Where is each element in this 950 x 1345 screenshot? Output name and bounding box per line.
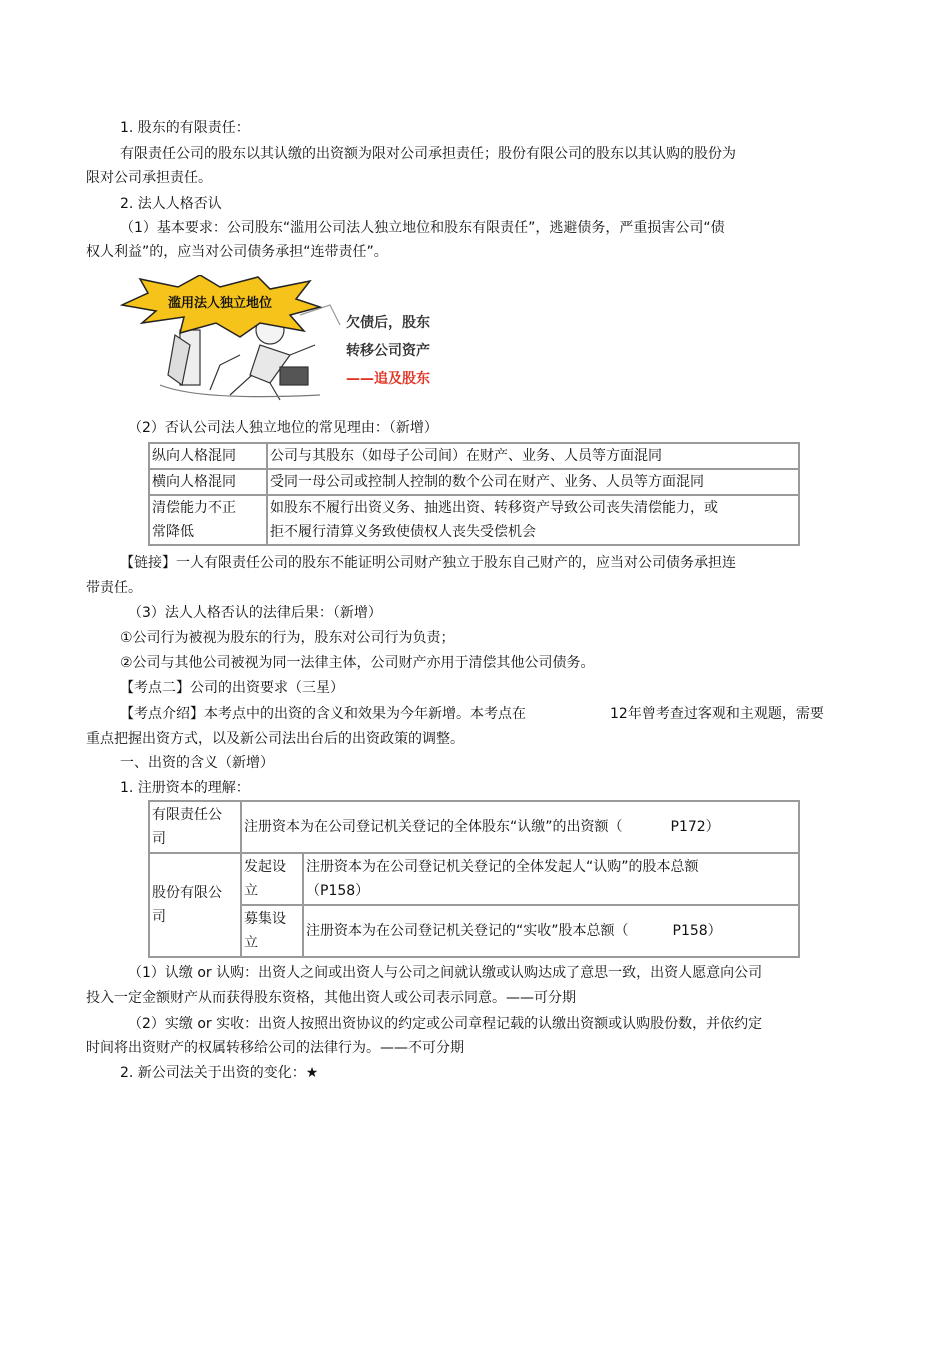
- paragraph-line: （2）实缴 or 实收：出资人按照出资协议的约定或公司章程记载的认缴出资额或认购股份数，并依约定: [128, 1016, 763, 1032]
- cell-line: 司: [152, 831, 166, 847]
- table-cell: [303, 853, 799, 905]
- page-ref: P172）: [670, 819, 720, 835]
- heading-exam-point-2: 【考点二】公司的出资要求（三星）: [120, 680, 344, 696]
- table-row: [149, 905, 799, 957]
- reasons-table: [148, 442, 800, 546]
- heading-meaning-of-capital: 一、出资的含义（新增）: [120, 755, 274, 771]
- cell-line: 注册资本为在公司登记机关登记的全体发起人“认购”的股本总额: [306, 859, 699, 875]
- paragraph-line: 限对公司承担责任。: [86, 170, 212, 186]
- cell-line: 常降低: [152, 524, 194, 540]
- paragraph-line: （1）基本要求：公司股东“滥用公司法人独立地位和股东有限责任”，逃避债务，严重损害公司“债: [120, 220, 725, 236]
- cell-line: 有限责任公: [152, 807, 222, 823]
- cell-text: 注册资本为在公司登记机关登记的“实收”股本总额（: [306, 923, 629, 939]
- heading-legal-consequences: （3）法人人格否认的法律后果：（新增）: [128, 605, 382, 621]
- cell-line: 股份有限公: [152, 885, 222, 901]
- paragraph-line: 时间将出资财产的权属转移给公司的法律行为。——不可分期: [86, 1040, 464, 1056]
- heading-common-reasons: （2）否认公司法人独立地位的常见理由：（新增）: [128, 420, 438, 436]
- table-cell: 纵向人格混同: [149, 443, 267, 469]
- cell-line: （P158）: [306, 883, 370, 899]
- cell-line: 司: [152, 909, 166, 925]
- link-note: 【链接】一人有限责任公司的股东不能证明公司财产独立于股东自己财产的，应当对公司债务承担连: [120, 555, 736, 571]
- heading-registered-capital: 1. 注册资本的理解：: [120, 780, 250, 796]
- registered-capital-table: [148, 800, 800, 958]
- cell-line: 立: [244, 935, 258, 951]
- table-cell: 公司与其股东（如母子公司间）在财产、业务、人员等方面混同: [267, 443, 799, 469]
- table-cell: [149, 801, 241, 853]
- paragraph-line: 有限责任公司的股东以其认缴的出资额为限对公司承担责任；股份有限公司的股东以其认购的股份为: [120, 146, 736, 162]
- cell-line: 如股东不履行出资义务、抽逃出资、转移资产导致公司丧失清偿能力，或: [270, 500, 718, 516]
- table-cell: 横向人格混同: [149, 469, 267, 495]
- paragraph-line: 带责任。: [86, 580, 142, 596]
- paragraph-line: 重点把握出资方式，以及新公司法出台后的出资政策的调整。: [86, 731, 464, 747]
- table-cell: 受同一母公司或控制人控制的数个公司在财产、业务、人员等方面混同: [267, 469, 799, 495]
- table-row: [149, 443, 799, 469]
- table-cell: [149, 853, 241, 957]
- cell-line: 拒不履行清算义务致使债权人丧失受偿机会: [270, 524, 536, 540]
- cell-line: 募集设: [244, 911, 286, 927]
- caption-line: 转移公司资产: [346, 343, 430, 359]
- table-cell: [241, 801, 799, 853]
- banner-text: 滥用法人独立地位: [167, 296, 273, 311]
- caption-highlight: ——追及股东: [346, 371, 430, 387]
- cartoon-illustration: [120, 275, 450, 407]
- list-item: ①公司行为被视为股东的行为，股东对公司行为负责；: [120, 630, 455, 646]
- cell-line: 立: [244, 883, 258, 899]
- table-cell: [267, 495, 799, 545]
- caption-line: 欠债后，股东: [346, 315, 430, 331]
- page-ref: P158）: [672, 923, 722, 939]
- paragraph-line: 12年曾考查过客观和主观题，需要: [610, 706, 824, 722]
- list-item: ②公司与其他公司被视为同一法律主体，公司财产亦用于清偿其他公司债务。: [120, 655, 595, 671]
- cell-text: 注册资本为在公司登记机关登记的全体股东“认缴”的出资额（: [244, 819, 623, 835]
- paragraph-line: 权人利益”的，应当对公司债务承担“连带责任”。: [86, 244, 388, 260]
- paragraph-line: 投入一定金额财产从而获得股东资格，其他出资人或公司表示同意。——可分期: [86, 990, 576, 1006]
- paragraph-line: （1）认缴 or 认购：出资人之间或出资人与公司之间就认缴或认购达成了意思一致，出资人愿意向公司: [128, 965, 763, 981]
- table-row: [149, 469, 799, 495]
- table-cell: [303, 905, 799, 957]
- paragraph-line: 【考点介绍】本考点中的出资的含义和效果为今年新增。本考点在: [120, 706, 526, 722]
- cell-line: 清偿能力不正: [152, 500, 236, 516]
- table-row: [149, 801, 799, 853]
- table-row: [149, 853, 799, 905]
- table-row: [149, 495, 799, 545]
- heading-new-company-law: 2. 新公司法关于出资的变化：★: [120, 1065, 319, 1081]
- table-cell: [149, 495, 267, 545]
- heading-shareholder-liability: 1. 股东的有限责任：: [120, 120, 250, 136]
- table-cell: [241, 905, 303, 957]
- heading-piercing-veil: 2. 法人人格否认: [120, 196, 222, 212]
- cell-line: 发起设: [244, 859, 286, 875]
- table-cell: [241, 853, 303, 905]
